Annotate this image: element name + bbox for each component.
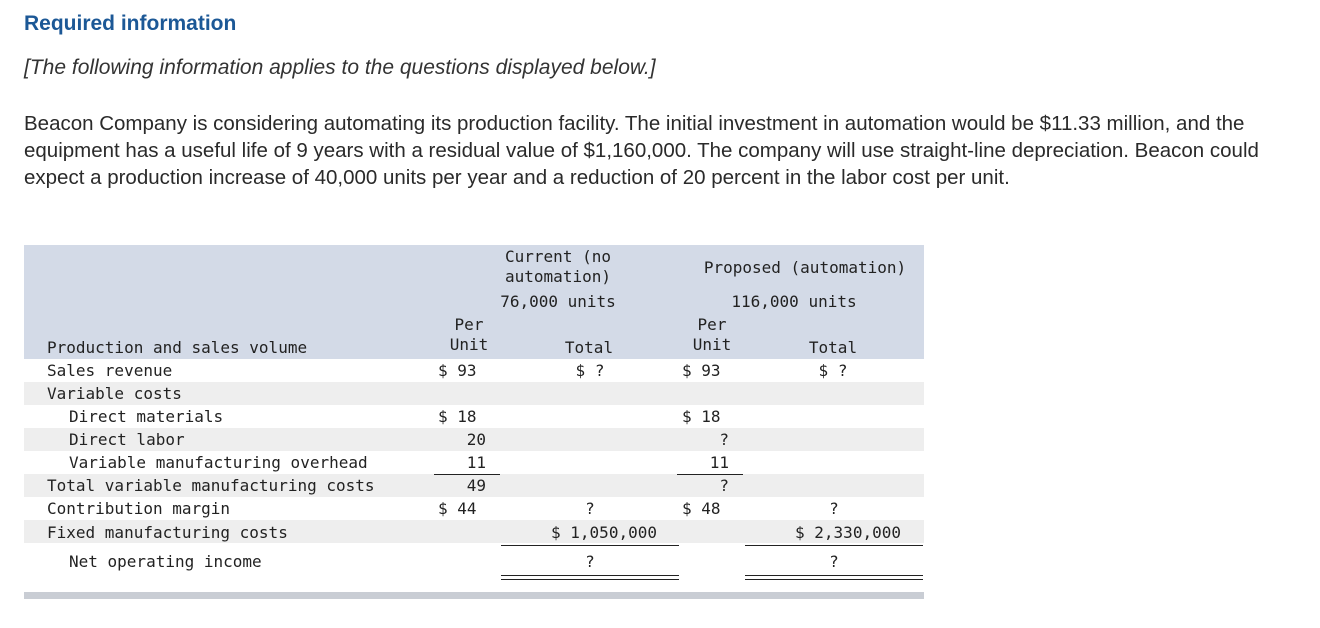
info-note: [The following information applies to the questions displayed below.]: [24, 56, 656, 79]
current-per-unit-subtotal-line: [434, 474, 500, 475]
sales-revenue-label: Sales revenue: [47, 361, 173, 380]
table-footer-bar: [24, 592, 924, 599]
proposed-total-double-line-top: [745, 575, 923, 576]
total-variable-label: Total variable manufacturing costs: [47, 476, 375, 495]
proposed-total-subtotal-line: [745, 545, 923, 546]
current-cm-per-unit: $ 44: [438, 499, 477, 518]
proposed-units: 116,000 units: [731, 292, 857, 311]
proposed-sales-total: $ ?: [818, 361, 848, 380]
proposed-dl-per-unit: ?: [719, 430, 729, 449]
proposed-fixed-total: $ 2,330,000: [795, 523, 901, 542]
proposed-cm-total: ?: [829, 499, 839, 518]
variable-costs-label: Variable costs: [47, 384, 182, 403]
current-vmo-per-unit: 11: [466, 453, 486, 472]
current-sales-per-unit: $ 93: [438, 361, 477, 380]
direct-materials-label: Direct materials: [69, 407, 224, 426]
current-dl-per-unit: 20: [466, 430, 486, 449]
problem-description: Beacon Company is considering automating its production facility. The initial investment in automation would be $11.33 million, and the equipment has a useful life of 9 years with a residual value of $1,160,000. The company will use straight-line depreciation. Beacon could expect a production increase of 40,000 units per year and a reduction of 20 percent in the labor cost per unit.: [24, 112, 1259, 189]
proposed-dm-per-unit: $ 18: [682, 407, 721, 426]
current-cm-total: ?: [585, 499, 595, 518]
current-units: 76,000 units: [500, 292, 616, 311]
required-information-heading: Required information: [24, 12, 237, 35]
current-noi-total: ?: [585, 552, 595, 571]
proposed-cm-per-unit: $ 48: [682, 499, 721, 518]
current-total-subtotal-line: [501, 545, 679, 546]
proposed-per-unit-header: Per Unit: [692, 315, 732, 354]
current-total-header: Total: [564, 338, 614, 357]
proposed-header: Proposed (automation): [703, 258, 907, 277]
current-dm-per-unit: $ 18: [438, 407, 477, 426]
direct-labor-label: Direct labor: [69, 430, 185, 449]
current-fixed-total: $ 1,050,000: [551, 523, 657, 542]
cost-comparison-table: [24, 245, 924, 599]
current-per-unit-header: Per Unit: [449, 315, 489, 354]
volume-label: Production and sales volume: [47, 338, 308, 357]
proposed-vmo-per-unit: 11: [709, 453, 729, 472]
proposed-per-unit-subtotal-line: [677, 474, 743, 475]
current-total-double-line-bottom: [501, 579, 679, 580]
proposed-noi-total: ?: [829, 552, 839, 571]
proposed-sales-per-unit: $ 93: [682, 361, 721, 380]
current-sales-total: $ ?: [575, 361, 605, 380]
proposed-tvc-per-unit: ?: [719, 476, 729, 495]
variable-overhead-label: Variable manufacturing overhead: [69, 453, 368, 472]
contribution-margin-label: Contribution margin: [47, 499, 231, 518]
current-total-double-line-top: [501, 575, 679, 576]
proposed-total-header: Total: [808, 338, 858, 357]
net-operating-income-label: Net operating income: [69, 552, 262, 571]
fixed-costs-label: Fixed manufacturing costs: [47, 523, 288, 542]
current-tvc-per-unit: 49: [466, 476, 486, 495]
current-header: Current (no automation): [505, 247, 611, 286]
proposed-total-double-line-bottom: [745, 579, 923, 580]
